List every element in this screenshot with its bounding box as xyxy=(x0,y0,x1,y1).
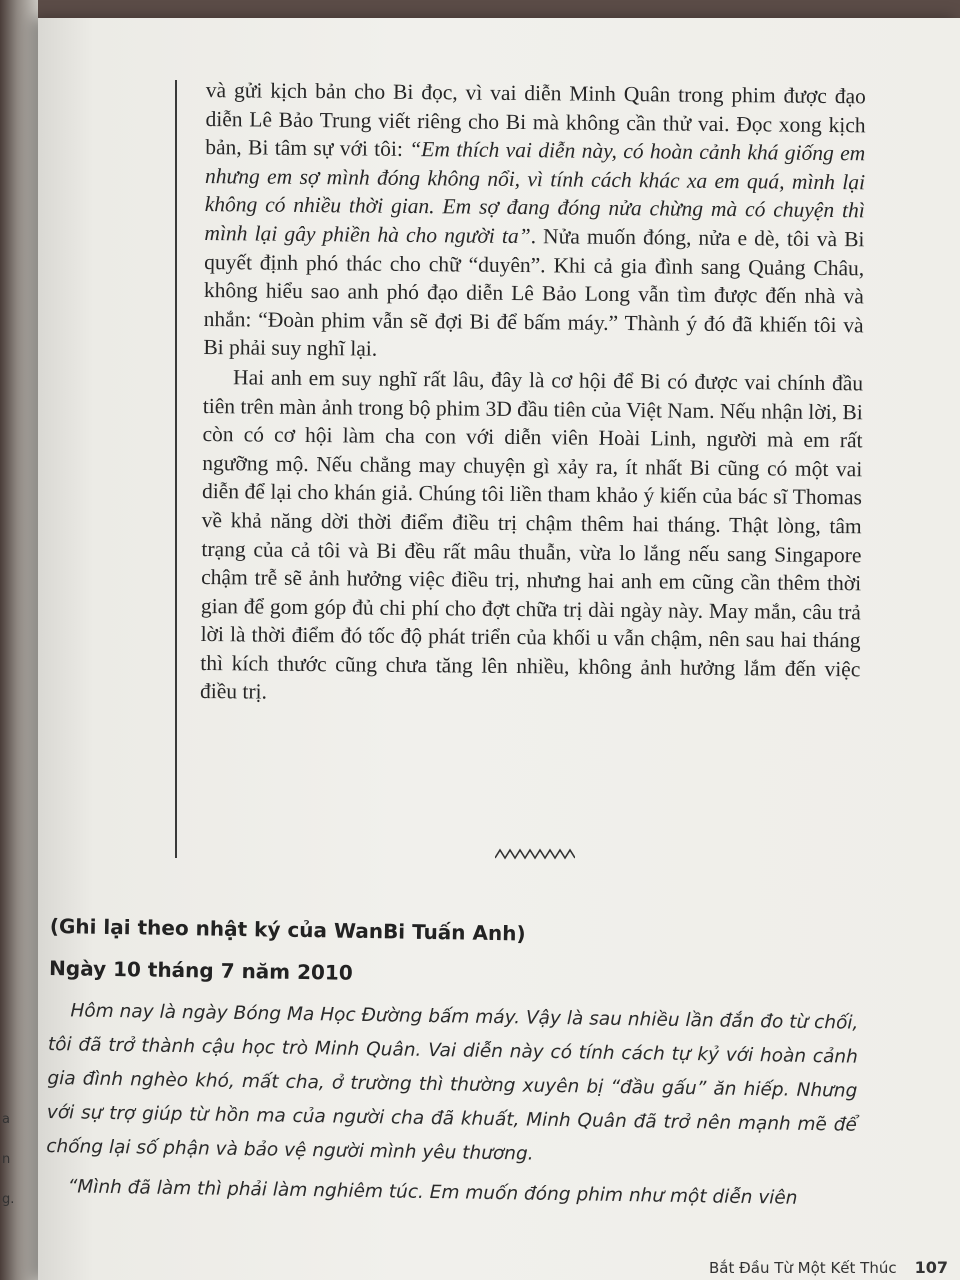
book-page xyxy=(38,18,960,1280)
quote-block xyxy=(200,76,866,712)
page-gutter-edge xyxy=(0,0,38,1280)
page-footer xyxy=(658,1258,948,1277)
diary-body xyxy=(45,994,858,1217)
diary-paragraph-2: “Mình đã làm thì phải làm nghiêm túc. Em muốn đóng phim như một diễn viên xyxy=(67,1176,798,1209)
diary-paragraph-1: Hôm nay là ngày Bóng Ma Học Đường bấm máy. Vậy là sau nhiều lần đắn đo từ chối, tôi đã trở thành cậu học trò Minh Quân. Vai diễn này có tính cách tự kỷ với hoàn cảnh gia đình nghèo khó, mất cha, ở trường thì thường xuyên bị “đầu gấu” ăn hiếp. Nhưng với sự trợ giúp từ hồn ma của người cha đã khuất, Minh Quân đã trở nên mạnh mẽ để chống lại số phận và bảo vệ người mình yêu thương. xyxy=(46,1000,859,1165)
edge-mark: a xyxy=(2,1112,10,1127)
diary-date-heading: Ngày 10 tháng 7 năm 2010 xyxy=(48,955,353,985)
diary-source-heading: (Ghi lại theo nhật ký của WanBi Tuấn Anh) xyxy=(49,914,526,946)
adjacent-page-marks xyxy=(2,1100,14,1220)
quote-paragraph-2: Hai anh em suy nghĩ rất lâu, đây là cơ hội để Bi có được vai chính đầu tiên trên màn ảnh trong bộ phim 3D đầu tiên của Việt Nam. Nếu nhận lời, Bi còn có cơ hội làm cha con với diễn viên Hoài Linh, người mà em rất ngưỡng mộ. Nếu chẳng may chuyện gì xảy ra, ít nhất Bi cũng có một vai diễn để lại cho khán giả. Chúng tôi liền tham khảo ý kiến của bác sĩ Thomas về khả năng dời thời điểm điều trị chậm thêm hai tháng. Thật lòng, tâm trạng của cả tôi và Bi đều rất mâu thuẫn, vừa lo lắng nếu sang Singapore chậm trễ sẽ ảnh hưởng việc điều trị, nhưng hai anh em cũng cần thêm thời gian để gom góp đủ chi phí cho đợt chữa trị dài ngày này. May mắn, câu trả lời là thời điểm đó tốc độ phát triển của khối u vẫn chậm, nên sau hai tháng thì kích thước cũng chưa tăng lên nhiều, không ảnh hưởng lắm đến việc điều trị. xyxy=(199,365,864,705)
wave-divider-icon xyxy=(495,846,575,862)
page-number: 107 xyxy=(914,1258,948,1277)
running-title: Bắt Đầu Từ Một Kết Thúc xyxy=(709,1259,897,1277)
quote-paragraph-1: và gửi kịch bản cho Bi đọc, vì vai diễn Minh Quân trong phim được đạo diễn Lê Bảo Trung viết riêng cho Bi mà không cần thử vai. Đọc xong kịch bản, Bi tâm sự với tôi: “Em thích vai diễn này, có hoàn cảnh khá giống em nhưng em sợ mình đóng không nổi, vì tính cách khác xa em quá, mình lại không có nhiều thời gian. Em sợ đang đóng nửa chừng mà có chuyện thì mình lại gây phiền hà cho người ta”. Nửa muốn đóng, nửa e dè, tôi và Bi quyết định phó thác cho chữ “duyên”. Khi cả gia đình sang Quảng Châu, không hiểu sao anh phó đạo diễn Lê Bảo Long vẫn tìm được đến nhà và nhắn: “Đoàn phim vẫn sẽ đợi Bi để bấm máy.” Thành ý đó đã khiến tôi và Bi phải suy nghĩ lại. xyxy=(203,77,866,361)
edge-mark: g. xyxy=(2,1192,15,1207)
quote-vertical-rule xyxy=(175,80,177,858)
diary-section xyxy=(45,914,860,1223)
edge-mark: n xyxy=(2,1152,11,1167)
quoted-speech: “Em thích vai diễn này, có hoàn cảnh khá giống em nhưng em sợ mình đóng không nổi, vì tính cách khác xa em quá, mình lại không có nhiều thời gian. Em sợ đang đóng nửa chừng mà có chuyện thì mình lại gây phiền hà cho người ta” xyxy=(204,137,866,249)
